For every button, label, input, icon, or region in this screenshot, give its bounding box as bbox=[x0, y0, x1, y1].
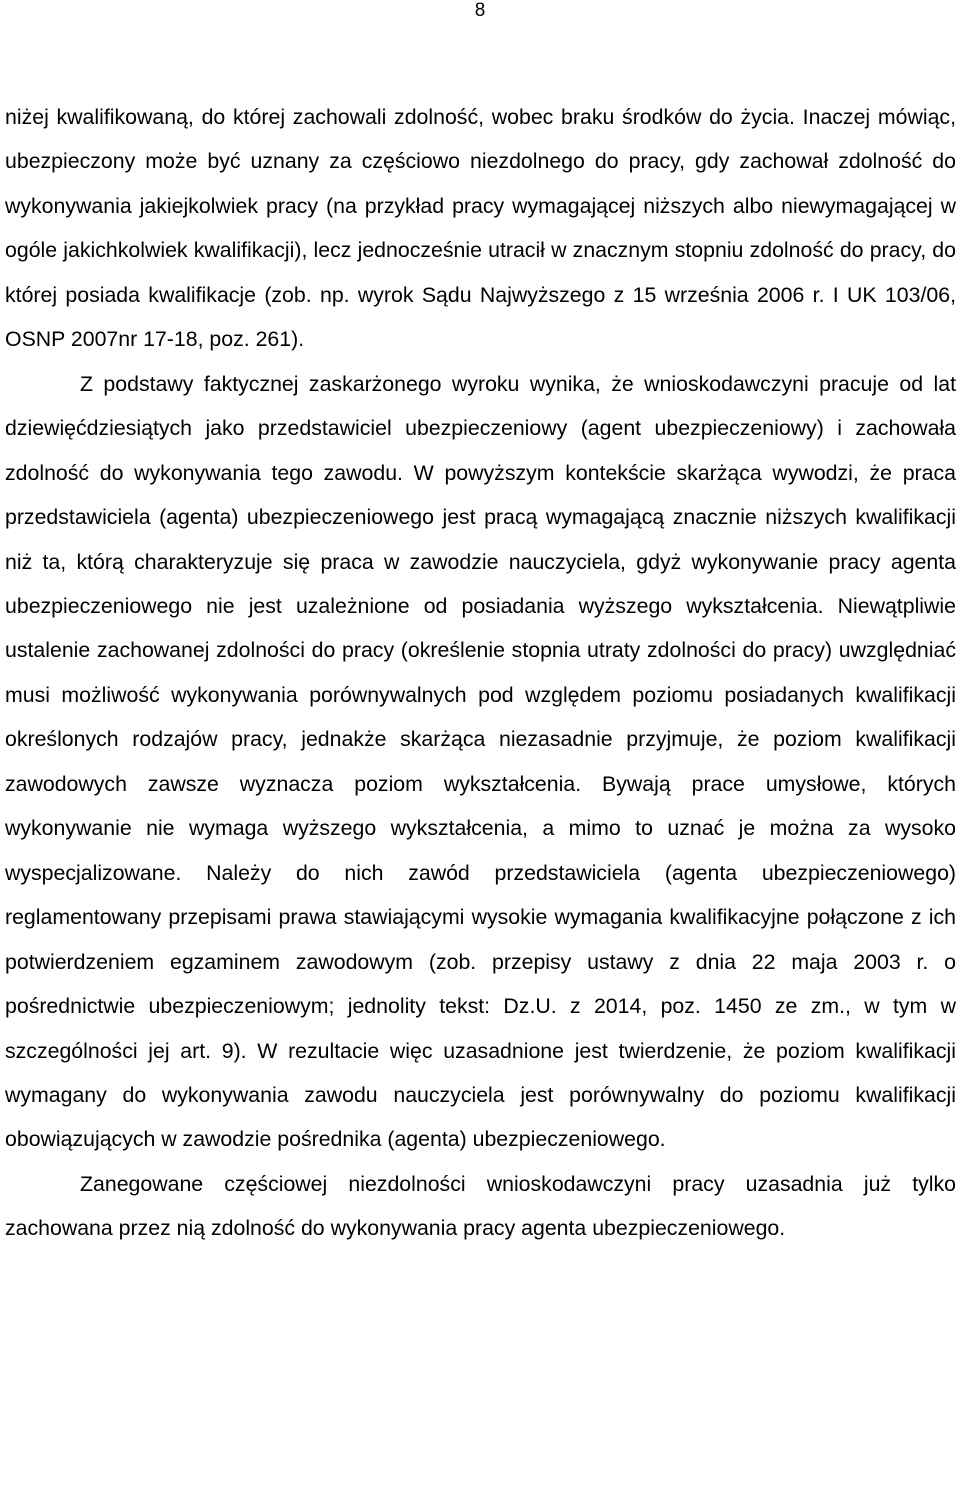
paragraph-conclusion: Zanegowane częściowej niezdolności wnioskodawczyni pracy uzasadnia już tylko zachowana przez nią zdolność do wykonywania pracy agenta ubezpieczeniowego. bbox=[5, 1171, 956, 1241]
paragraph-factual-basis: Z podstawy faktycznej zaskarżonego wyroku wynika, że wnioskodawczyni pracuje od lat dziewięćdziesiątych jako przedstawiciel ubezpieczeniowy (agent ubezpieczeniowy) i zachowała zdolność do wykonywania tego zawodu. W powyższym kontekście skarżąca wywodzi, że praca przedstawiciela (agenta) ubezpieczeniowego jest pracą wymagającą znacznie niższych kwalifikacji niż ta, którą charakteryzuje się praca w zawodzie nauczyciela, gdyż wykonywanie pracy agenta ubezpieczeniowego nie jest uzależnione od posiadania wyższego wykształcenia. Niewątpliwie ustalenie zachowanej zdolności do pracy (określenie stopnia utraty zdolności do pracy) uwzględniać musi możliwość wykonywania porównywalnych pod względem poziomu posiadanych kwalifikacji określonych rodzajów pracy, jednakże skarżąca niezasadnie przyjmuje, że poziom kwalifikacji zawodowych zawsze wyznacza poziom wykształcenia. Bywają prace umysłowe, których wykonywanie nie wymaga wyższego wykształcenia, a mimo to uznać je można za wysoko wyspecjalizowane. Należy do nich zawód przedstawiciela (agenta ubezpieczeniowego) reglamentowany przepisami prawa stawiającymi wysokie wymagania kwalifikacyjne połączone z ich potwierdzeniem egzaminem zawodowym (zob. przepisy ustawy z dnia 22 maja 2003 r. o pośrednictwie ubezpieczeniowym; jednolity tekst: Dz.U. z 2014, poz. 1450 ze zm., w tym w szczególności jej art. 9). W rezultacie więc uzasadnione jest twierdzenie, że poziom kwalifikacji wymagany do wykonywania zawodu nauczyciela jest porównywalny do poziomu kwalifikacji obowiązujących w zawodzie pośrednika (agenta) ubezpieczeniowego. bbox=[5, 371, 956, 1152]
document-body bbox=[5, 95, 956, 1251]
paragraph-continuation: niżej kwalifikowaną, do której zachowali zdolność, wobec braku środków do życia. Inaczej mówiąc, ubezpieczony może być uznany za częściowo niezdolnego do pracy, gdy zachował zdolność do wykonywania jakiejkolwiek pracy (na przykład pracy wymagającej niższych albo niewymagającej w ogóle jakichkolwiek kwalifikacji), lecz jednocześnie utracił w znacznym stopniu zdolność do pracy, do której posiada kwalifikacje (zob. np. wyrok Sądu Najwyższego z 15 września 2006 r. I UK 103/06, OSNP 2007nr 17-18, poz. 261). bbox=[5, 105, 956, 352]
page-number: 8 bbox=[474, 0, 486, 21]
